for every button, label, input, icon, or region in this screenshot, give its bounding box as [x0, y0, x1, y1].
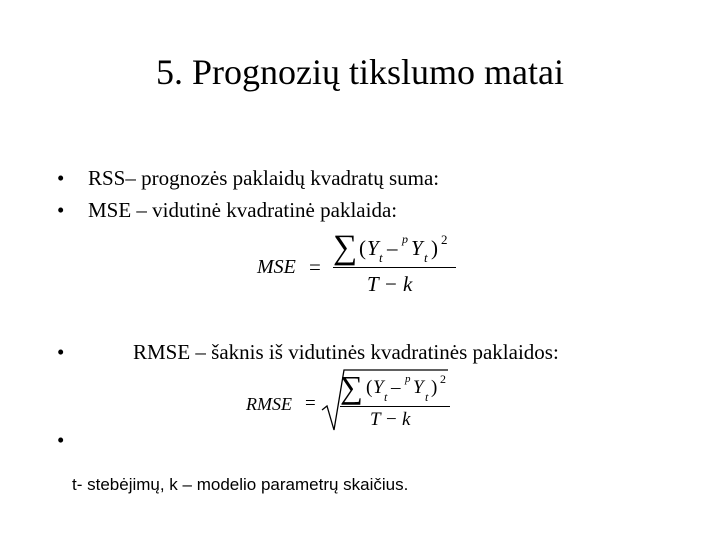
rmse-sup-p: p: [405, 373, 411, 385]
slide-title: 5. Prognozių tikslumo matai: [156, 52, 564, 92]
rmse-paren-open: (: [366, 377, 373, 398]
rmse-equals: =: [305, 393, 316, 414]
mse-fraction-bar: [333, 267, 456, 268]
rmse-squared: 2: [440, 372, 446, 386]
rmse-den-T: T: [370, 409, 381, 430]
footnote: t- stebėjimų, k – modelio parametrų skaičius.: [72, 475, 409, 494]
mse-formula: [255, 228, 465, 300]
mse-squared: 2: [441, 232, 448, 247]
rmse-y-actual: Y: [373, 377, 384, 398]
mse-den-T: T: [367, 272, 379, 296]
rmse-y-pred: Y: [413, 377, 424, 398]
bullet-marker: •: [57, 428, 65, 452]
sum-symbol: ∑: [333, 229, 358, 266]
rmse-den-k: k: [402, 409, 411, 430]
rmse-den-minus: −: [386, 409, 397, 430]
mse-den-minus: −: [385, 272, 397, 296]
mse-paren-open: (: [359, 236, 366, 260]
rmse-lhs: RMSE: [246, 394, 292, 414]
bullet-mse: MSE – vidutinė kvadratinė paklaida:: [88, 198, 398, 222]
rmse-sub-t: t: [425, 390, 429, 404]
mse-paren-close: ): [431, 236, 438, 260]
bullet-rss: RSS– prognozės paklaidų kvadratų suma:: [88, 166, 440, 190]
rmse-sub-t: t: [384, 390, 388, 404]
mse-sup-p: p: [402, 232, 408, 246]
rmse-paren-close: ): [431, 377, 438, 398]
rmse-fraction-bar: [340, 406, 450, 407]
mse-minus: –: [387, 236, 398, 260]
mse-y-pred: Y: [411, 236, 423, 260]
mse-y-actual: Y: [367, 236, 379, 260]
mse-den-k: k: [403, 272, 413, 296]
bullet-rmse: RMSE – šaknis iš vidutinės kvadratinės paklaidos:: [133, 340, 559, 364]
bullet-marker: •: [57, 340, 65, 364]
rmse-minus: –: [391, 377, 401, 398]
bullet-marker: •: [57, 166, 65, 190]
sum-symbol: ∑: [340, 369, 363, 405]
mse-sub-t: t: [424, 250, 428, 265]
mse-lhs: MSE: [257, 256, 296, 278]
mse-equals: =: [309, 255, 321, 279]
bullet-marker: •: [57, 198, 65, 222]
mse-sub-t: t: [379, 250, 383, 265]
rmse-formula: [244, 366, 454, 436]
